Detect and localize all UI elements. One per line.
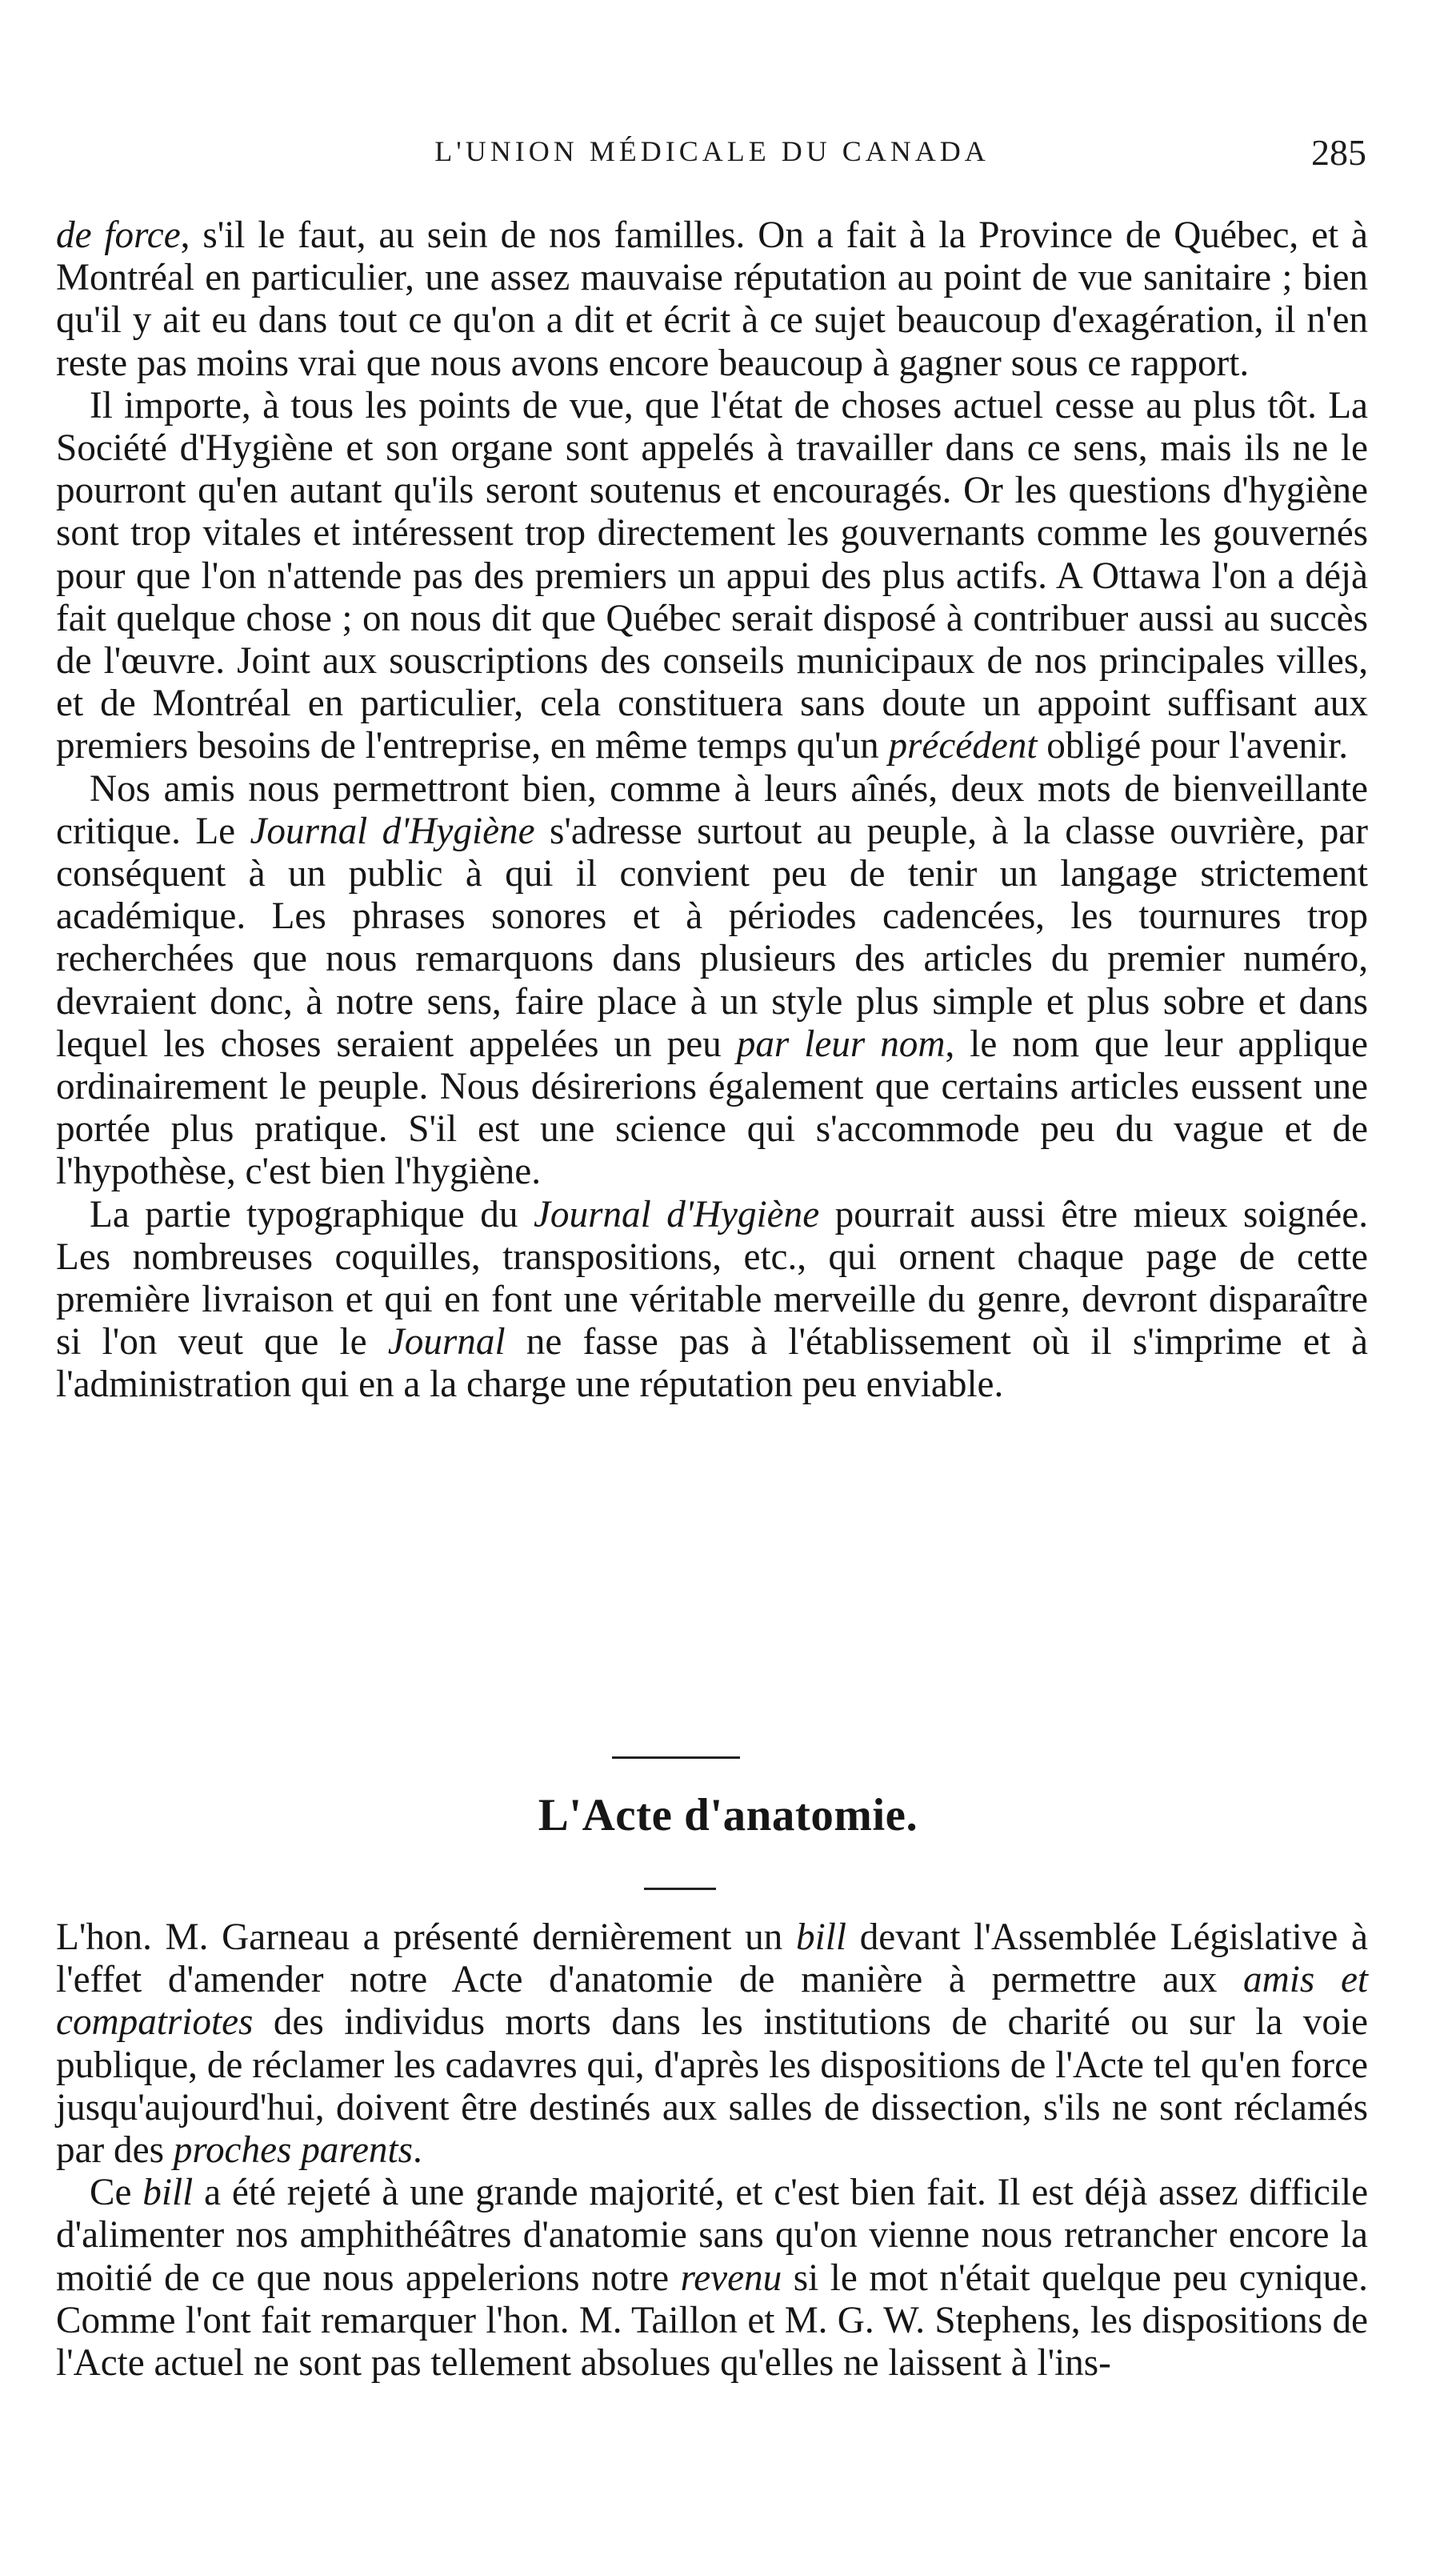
text-run: Nos amis nous permettront bien, comme à leurs aînés, deux mots de bienveillante critique. Le <box>56 767 1368 852</box>
paragraph <box>56 1194 1368 1407</box>
italic-text: amis et compatriotes <box>56 1959 1368 2044</box>
text-run: a été rejeté à une grande majorité, et c'est bien fait. Il est déjà assez difficile d'alimenter nos amphithéâtres d'anatomie sans qu'on vienne nous retrancher encore la moitié de ce que nous appelerions notre <box>56 2172 1369 2299</box>
page-number: 285 <box>1311 132 1366 173</box>
text-run: obligé pour l'avenir. <box>1037 725 1349 767</box>
text-run: L'hon. M. Garneau a présenté dernièrement un <box>56 1916 797 1958</box>
text-run: . <box>413 2129 422 2172</box>
text-run: Il importe, à tous les points de vue, que l'état de choses actuel cesse au plus tôt. La Société d'Hygiène et son organe sont appelés à travailler dans ce sens, mais ils ne le pourront qu'en autant qu'ils seront soutenus et encouragés. Or les questions d'hygiène sont trop vitales et intéressent trop directement les gouvernants comme les gouvernés pour que l'on n'attende pas des premiers un appui des plus actifs. A Ottawa l'on a déjà fait quelque chose ; on nous dit que Québec serait disposé à contribuer aussi au succès de l'œuvre. Joint aux souscriptions des conseils municipaux de nos principales villes, et de Montréal en particulier, cela constituera sans doute un appoint suffisant aux premiers besoins de l'entreprise, en même temps qu'un <box>56 384 1368 767</box>
italic-text: proches parents <box>173 2129 414 2172</box>
italic-text: Journal <box>387 1321 506 1364</box>
section-divider-bottom <box>644 1888 716 1890</box>
paragraph <box>56 2172 1368 2385</box>
italic-text: Journal d'Hygiène <box>533 1193 820 1235</box>
paragraph <box>56 1916 1368 2172</box>
text-run: pourrait aussi être mieux soignée. Les nombreuses coquilles, transpositions, etc., qui ornent chaque page de cette première livraison et qui en font une véritable merveille du genre, devront disparaître si l'on veut que le <box>56 1193 1368 1364</box>
italic-text: revenu <box>680 2257 782 2299</box>
running-header <box>56 134 1368 182</box>
text-run: devant l'Assemblée Législative à l'effet d'amender notre Acte d'anatomie de manière à permettre aux <box>56 1916 1369 2001</box>
section-divider-top <box>612 1756 740 1759</box>
paragraph <box>56 385 1368 768</box>
journal-title: L'UNION MÉDICALE DU CANADA <box>434 135 990 167</box>
text-run: ne fasse pas à l'établissement où il s'imprime et à l'administration qui en a la charge une réputation peu enviable. <box>56 1321 1368 1406</box>
section-heading: L'Acte d'anatomie. <box>538 1790 918 1840</box>
text-run: s'adresse surtout au peuple, à la classe ouvrière, par conséquent à un public à qui il convient peu de tenir un langage strictement académique. Les phrases sonores et à périodes cadencées, les tournures trop recherchées que nous remarquons dans plusieurs des articles du premier numéro, devraient donc, à notre sens, faire place à un style plus simple et plus sobre et dans lequel les choses seraient appelées un peu <box>56 810 1369 1065</box>
paragraph <box>56 214 1368 385</box>
anatomy-act-article <box>56 1916 1368 2385</box>
italic-text: bill <box>796 1916 846 1958</box>
italic-text: de force <box>56 214 181 256</box>
italic-text: Journal d'Hygiène <box>250 810 535 852</box>
paragraph <box>56 768 1368 1194</box>
text-run: des individus morts dans les institutions de charité ou sur la voie publique, de réclamer les cadavres qui, d'après les dispositions de l'Acte tel qu'en force jusqu'aujourd'hui, doivent être destinés aux salles de dissection, s'ils ne sont réclamés par des <box>56 2001 1368 2172</box>
italic-text: par leur nom <box>736 1023 946 1065</box>
text-run: , le nom que leur applique ordinairement le peuple. Nous désirerions également que certains articles eussent une portée plus pratique. S'il est une science qui s'accommode peu du vague et de l'hypothèse, c'est bien l'hygiène. <box>56 1023 1368 1193</box>
italic-text: bill <box>142 2172 194 2214</box>
text-run: si le mot n'était quelque peu cynique. Comme l'ont fait remarquer l'hon. M. Taillon et M. G. W. Stephens, les dispositions de l'Acte actuel ne sont pas tellement absolues qu'elles ne laissent à l'ins- <box>56 2257 1368 2385</box>
text-run: La partie typographique du <box>90 1193 534 1235</box>
article-continuation <box>56 214 1368 1407</box>
text-run: , s'il le faut, au sein de nos familles. On a fait à la Province de Québec, et à Montréal en particulier, une assez mauvaise réputation au point de vue sanitaire ; bien qu'il y ait eu dans tout ce qu'on a dit et écrit à ce sujet beaucoup d'exagération, il n'en reste pas moins vrai que nous avons encore beaucoup à gagner sous ce rapport. <box>56 214 1368 384</box>
italic-text: précédent <box>888 725 1038 767</box>
text-run: Ce <box>90 2172 143 2214</box>
